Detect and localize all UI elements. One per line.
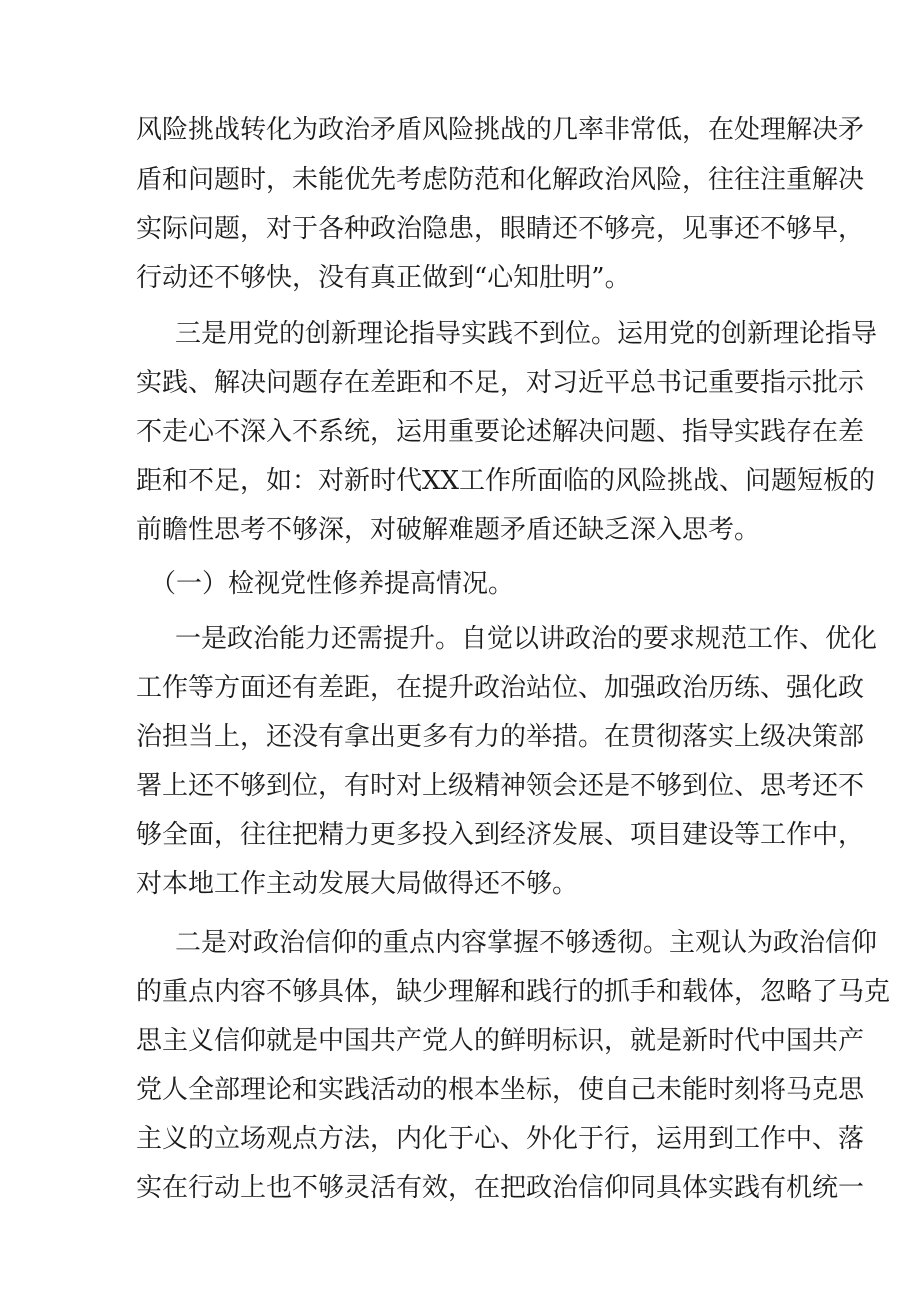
text-line: 工作等方面还有差距，在提升政治站位、加强政治历练、强化政 bbox=[136, 673, 865, 703]
text-line: 实在行动上也不够灵活有效，在把政治信仰同具体实践有机统一 bbox=[136, 1173, 865, 1203]
text-line: 署上还不够到位，有时对上级精神领会还是不够到位、思考还不 bbox=[136, 771, 865, 801]
text-line: 风险挑战转化为政治矛盾风险挑战的几率非常低，在处理解决矛 bbox=[136, 115, 865, 145]
text-line: 一是政治能力还需提升。自觉以讲政治的要求规范工作、优化 bbox=[175, 624, 878, 654]
text-line: 够全面，往往把精力更多投入到经济发展、项目建设等工作中， bbox=[136, 820, 865, 850]
text-line: 前瞻性思考不够深，对破解难题矛盾还缺乏深入思考。 bbox=[136, 515, 761, 545]
text-line: 的重点内容不够具体，缺少理解和践行的抓手和载体，忽略了马克 bbox=[136, 977, 891, 1007]
text-line: 思主义信仰就是中国共产党人的鲜明标识，就是新时代中国共产 bbox=[136, 1026, 865, 1056]
text-line: 距和不足，如：对新时代XX工作所面临的风险挑战、问题短板的 bbox=[136, 466, 876, 496]
text-line: 实践、解决问题存在差距和不足，对习近平总书记重要指示批示 bbox=[136, 368, 865, 398]
text-line: 实际问题，对于各种政治隐患，眼睛还不够亮，见事还不够早， bbox=[136, 214, 865, 244]
text-line: 二是对政治信仰的重点内容掌握不够透彻。主观认为政治信仰 bbox=[175, 928, 878, 958]
text-line: 治担当上，还没有拿出更多有力的举措。在贯彻落实上级决策部 bbox=[136, 722, 865, 752]
text-line: 行动还不够快，没有真正做到“心知肚明”。 bbox=[136, 263, 631, 293]
text-line: 不走心不深入不系统，运用重要论述解决问题、指导实践存在差 bbox=[136, 417, 865, 447]
text-line: 三是用党的创新理论指导实践不到位。运用党的创新理论指导 bbox=[175, 319, 878, 349]
text-line: 党人全部理论和实践活动的根本坐标，使自己未能时刻将马克思 bbox=[136, 1075, 865, 1105]
text-line: 盾和问题时，未能优先考虑防范和化解政治风险，往往注重解决 bbox=[136, 165, 865, 195]
heading-line: （一）检视党性修养提高情况。 bbox=[150, 569, 515, 599]
text-line: 对本地工作主动发展大局做得还不够。 bbox=[136, 869, 579, 899]
text-line: 主义的立场观点方法，内化于心、外化于行，运用到工作中、落 bbox=[136, 1124, 865, 1154]
